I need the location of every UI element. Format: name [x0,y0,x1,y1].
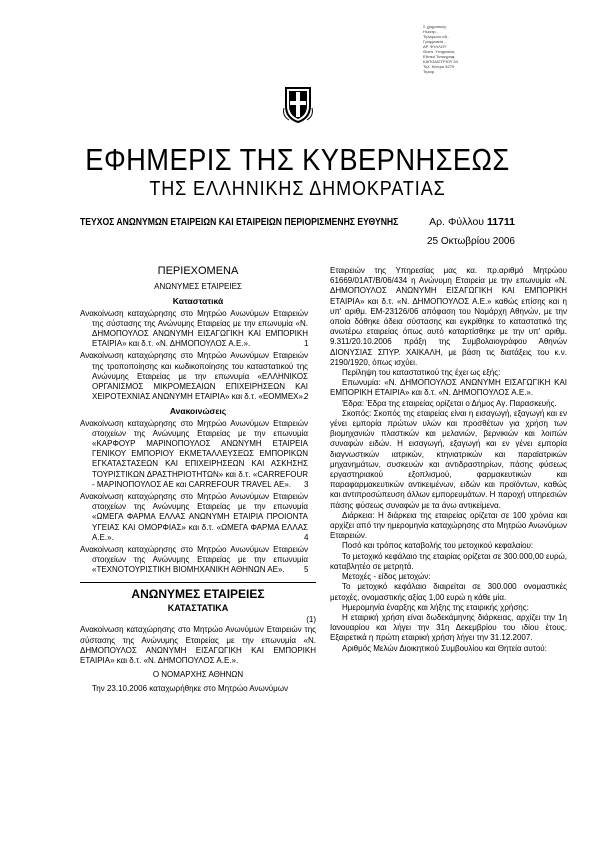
body-paragraph: Ποσό και τρόπος καταβολής του μετοχικού κεφαλαίου: [342,541,534,551]
publisher-line: ΚΑΠΟΔΙΣΤΡΙΟΥ 34 [423,59,458,64]
publisher-line: Ηλεκτρ.. [423,29,438,34]
entry-number: (1) [306,615,316,625]
toc-group-statutes: Καταστατικά [172,296,224,307]
subsection-heading: ΚΑΤΑΣΤΑΤΙΚΑ [167,602,229,613]
toc-item[interactable]: Ανακοίνωση καταχώρησης στο Μητρώο Ανωνύμων Εταιρειών της τροποποίησης και κωδικοποίησης του καταστατικού της Ανώνυμης Εταιρείας με την επωνυμία «ΕΛΛΗΝΙΚΟΣ ΟΡΓΑΝΙΣΜΟΣ ΜΙΚΡΟΜΕΣΑΙΩΝ ΕΠΙΧΕΙΡΗΣΕΩΝ ΚΑΙ ΧΕΙΡΟΤΕΧΝΙΑΣ ΑΝΩΝΥΜΗ ΕΤΑΙΡΙΑ» και δ.τ. «ΕΟΜΜΕΧ». 2 [80,351,309,402]
section-divider [80,582,316,583]
right-column [330,266,567,654]
toc-item[interactable]: Ανακοίνωση καταχώρησης στο Μητρώο Ανωνύμων Εταιρειών στοιχείων της Ανώνυμης Εταιρείας με την επωνυμία «ΚΑΡΦΟΥΡ ΜΑΡΙΝΟΠΟΥΛΟΣ ΑΝΩΝΥΜΗ ΕΤΑΙΡΕΙΑ ΓΕΝΙΚΟΥ ΕΜΠΟΡΙΟΥ ΕΚΜΕΤΑΛΛΕΥΣΕΩΣ ΕΜΠΟΡΙΚΩΝ ΕΓΚΑΤΑΣΤΑΣΕΩΝ ΚΑΙ ΕΠΙΧΕΙΡΗΣΕΩΝ ΚΑΙ ΑΣΚΗΣΗΣ ΤΟΥΡΙΣΤΙΚΩΝ ΔΡΑΣΤΗΡΙΟΤΗΤΩΝ» και δ.τ. «CARREFOUR - ΜΑΡΙΝΟΠΟΥΛΟΣ ΑΕ και CARREFOUR TRAVEL ΑΕ». 3 [80,418,309,489]
toc-group-announcements: Ανακοινώσεις [169,406,227,417]
left-column [80,266,316,695]
publisher-line: Εθνικό Τυπογραφ. [423,54,456,59]
body-paragraph: Επωνυμία: «Ν. ΔΗΜΟΠΟΥΛΟΣ ΑΝΩΝΥΜΗ ΕΙΣΑΓΩΓΙΚΗ ΚΑΙ ΕΜΠΟΡΙΚΗ ΕΤΑΙΡΙΑ» και δ.τ. «Ν. ΔΗΜΟΠΟΥΛΟΣ Α.Ε.». [330,378,567,398]
toc-heading: ΠΕΡΙΕΧΟΜΕΝΑ [157,265,239,277]
publisher-line: Σ χρηματικής [423,24,447,29]
toc-section: ΑΝΩΝΥΜΕΣ ΕΤΑΙΡΕΙΕΣ [154,282,242,292]
toc-item-text: Ανακοίνωση καταχώρησης στο Μητρώο Ανωνύμων Εταιρειών στοιχείων της Ανώνυμης Εταιρείας με την επωνυμία «ΚΑΡΦΟΥΡ ΜΑΡΙΝΟΠΟΥΛΟΣ ΑΝΩΝΥΜΗ ΕΤΑΙΡΕΙΑ ΓΕΝΙΚΟΥ ΕΜΠΟΡΙΟΥ ΕΚΜΕΤΑΛΛΕΥΣΕΩΣ ΕΜΠΟΡΙΚΩΝ ΕΓΚΑΤΑΣΤΑΣΕΩΝ ΚΑΙ ΕΠΙΧΕΙΡΗΣΕΩΝ ΚΑΙ ΑΣΚΗΣΗΣ ΤΟΥΡΙΣΤΙΚΩΝ ΔΡΑΣΤΗΡΙΟΤΗΤΩΝ» και δ.τ. «CARREFOUR - ΜΑΡΙΝΟΠΟΥΛΟΣ ΑΕ και CARREFOUR TRAVEL ΑΕ». [80,418,308,489]
issue-series: ΤΕΥΧΟΣ ΑΝΩΝΥΜΩΝ ΕΤΑΙΡΕΙΩΝ ΚΑΙ ΕΤΑΙΡΕΙΩΝ ΠΕΡΙΟΡΙΣΜΕΝΗΣ ΕΥΘΥΝΗΣ [80,216,399,228]
toc-item-text: Ανακοίνωση καταχώρησης στο Μητρώο Ανωνύμων Εταιρειών της σύστασης της Ανώνυμης Εταιρείας με την επωνυμία «Ν. ΔΗΜΟΠΟΥΛΟΣ ΑΝΩΝΥΜΗ ΕΙΣΑΓΩΓΙΚΗ ΚΑΙ ΕΜΠΟΡΙΚΗ ΕΤΑΙΡΙΑ» και δ.τ. «Ν. ΔΗΜΟΠΟΥΛΟΣ Α.Ε.». [80,308,308,349]
body-paragraph: Μετοχές - είδος μετοχών: [342,572,431,582]
toc-item[interactable]: Ανακοίνωση καταχώρησης στο Μητρώο Ανωνύμων Εταιρειών στοιχείων της Ανώνυμης Εταιρείας με την επωνυμία «ΤΕΧΝΟΤΟΥΡΙΣΤΙΚΗ ΒΙΟΜΗΧΑΝΙΚΗ ΑΘΗΝΩΝ ΑΕ». 5 [80,545,309,575]
body-paragraph: Έδρα: Έδρα της εταιρείας ορίζεται ο Δήμος Αγ. Παρασκευής. [342,398,557,408]
sheet-number: 11711 [486,216,515,228]
publisher-line: Τηλεφ. [423,69,435,74]
publisher-line: Τηλέφωνο ειδ.. [423,34,450,39]
gazette-subtitle: ΤΗΣ ΕΛΛΗΝΙΚΗΣ ΔΗΜΟΚΡΑΤΙΑΣ [149,178,446,200]
prefect-signature: Ο ΝΟΜΑΡΧΗΣ ΑΘΗΝΩΝ [152,670,244,680]
toc-item-text: Ανακοίνωση καταχώρησης στο Μητρώο Ανωνύμων Εταιρειών της τροποποίησης και κωδικοποίησης του καταστατικού της Ανώνυμης Εταιρείας με την επωνυμία «ΕΛΛΗΝΙΚΟΣ ΟΡΓΑΝΙΣΜΟΣ ΜΙΚΡΟΜΕΣΑΙΩΝ ΕΠΙΧΕΙΡΗΣΕΩΝ ΚΑΙ ΧΕΙΡΟΤΕΧΝΙΑΣ ΑΝΩΝΥΜΗ ΕΤΑΙΡΙΑ» και δ.τ. «ΕΟΜΜΕΧ». [80,351,308,402]
publisher-info [423,24,493,74]
toc-item-text: Ανακοίνωση καταχώρησης στο Μητρώο Ανωνύμων Εταιρειών στοιχείων της Ανώνυμης Εταιρείας με την επωνυμία «ΤΕΧΝΟΤΟΥΡΙΣΤΙΚΗ ΒΙΟΜΗΧΑΝΙΚΗ ΑΘΗΝΩΝ ΑΕ». [80,545,308,575]
publisher-line: ΑΡ. ΦΥΛΛΟΥ [423,44,447,49]
body-paragraph: Η εταιρική χρήση είναι δωδεκάμηνης διάρκειας, αρχίζει την 1η Ιανουαρίου και λήγει την 31η Δεκεμβρίου του ιδίου έτους. Εξαιρετικά η πρώτη εταιρική χρήση λήγει την 31.12.2007. [330,612,567,643]
body-paragraph: Αριθμός Μελών Διοικητικού Συμβουλίου και Θητεία αυτού: [342,643,547,653]
body-paragraph: Διάρκεια: Η διάρκεια της εταιρείας ορίζεται σε 100 χρόνια και αρχίζει από την ημερομηνία καταχώρησης στο Μητρώο Ανωνύμων Εταιρειών. [330,510,567,541]
section-heading: ΑΝΩΝΥΜΕΣ ΕΤΑΙΡΕΙΕΣ [131,586,265,601]
sheet-number-block [429,216,515,228]
publisher-line: Τηλ. Κέντρο 5279 [423,64,455,69]
sheet-label: Αρ. Φύλλου [429,216,485,228]
body-paragraph: Εταιρειών της Υπηρεσίας μας κα. πρ.αριθμό Μητρώου 61669/01ΑΤ/Β/06/434 η Ανώνυμη Εταιρεία με την επωνυμία «Ν. ΔΗΜΟΠΟΥΛΟΣ ΑΝΩΝΥΜΗ ΕΙΣΑΓΩΓΙΚΗ ΚΑΙ ΕΜΠΟΡΙΚΗ ΕΤΑΙΡΙΑ» και δ.τ. «Ν. ΔΗΜΟΠΟΥΛΟΣ Α.Ε.» καθώς επίσης και η υπ' αριθμ. ΕΜ-23126/06 απόφαση του Νομάρχη Αθηνών, με την οποία δόθηκε άδεια σύστασης και εγκρίθηκε το καταστατικό της ανωτέρω εταιρείας όπως αυτό καταρτίσθηκε με την υπ' αριθμ. 9.311/20.10.2006 πράξη της Συμβολαιογράφου Αθηνών ΔΙΟΝΥΣΙΑΣ ΣΠΥΡ. ΧΑΙΚΑΛΗ, με βάση τις διατάξεις του κ.ν. 2190/1920, όπως ισχύει. [330,266,567,367]
issue-date: 25 Οκτωβρίου 2006 [426,236,515,247]
body-paragraph: Ημερομηνία έναρξης και λήξης της εταιρικής χρήσης: [342,602,529,612]
body-paragraph: Περίληψη του καταστατικού της έχει ως εξής: [342,368,501,378]
toc-item[interactable]: Ανακοίνωση καταχώρησης στο Μητρώο Ανωνύμων Εταιρειών της σύστασης της Ανώνυμης Εταιρείας με την επωνυμία «Ν. ΔΗΜΟΠΟΥΛΟΣ ΑΝΩΝΥΜΗ ΕΙΣΑΓΩΓΙΚΗ ΚΑΙ ΕΜΠΟΡΙΚΗ ΕΤΑΙΡΙΑ» και δ.τ. «Ν. ΔΗΜΟΠΟΥΛΟΣ Α.Ε.». 1 [80,308,309,349]
greek-coat-of-arms-icon [283,86,313,124]
body-paragraph: Το μετοχικό κεφάλαιο της εταιρίας ορίζεται σε 300.000,00 ευρώ, καταβλητέο σε μετρητά. [330,551,567,571]
publisher-line: Θεσπ. Υπηρεσίας [423,49,455,54]
body-paragraph: Την 23.10.2006 καταχωρήθηκε στο Μητρώο Ανωνύμων [92,684,288,694]
body-paragraph: Το μετοχικό κεφάλαιο διαιρείται σε 300.000 ονομαστικές μετοχές, ονομαστικής αξίας 1,00 ευρώ η κάθε μία. [330,582,567,602]
body-paragraph: Σκοπός: Σκοπός της εταιρείας είναι η εισαγωγή, εξαγωγή και εν γένει εμπορία πρώτων υλών και προσθέτων για χρήση των βιομηχανιών πλαστικών και μελανιών, βερνικιών και λοιπών συναφών ειδών. Η εισαγωγή, εξαγωγή και εν γένει εμπορία διαγνωστικών ιατρικών, κτηνιατρικών και παραϊατρικών μηχανημάτων, συσκευών και αντιδραστηρίων, πάσης φύσεως εργαστηριακού εξοπλισμού, φαρμακευτικών και παραφαρμακευτικών αντικειμένων, ειδών και προϊόντων, καθώς και αντιπροσώπευση άλλων εμπορευμάτων. Η παροχή υπηρεσιών πάσης φύσεως συναφών με τα άνω αντικείμενα. [330,408,567,510]
publisher-line: Γραμματεία .. [423,39,447,44]
gazette-title: ΕΦΗΜΕΡΙΣ ΤΗΣ ΚΥΒΕΡΝΗΣΕΩΣ [85,142,510,177]
toc-item[interactable]: Ανακοίνωση καταχώρησης στο Μητρώο Ανωνύμων Εταιρειών στοιχείων της Ανώνυμης Εταιρείας με την επωνυμία «ΩΜΕΓΑ ΦΑΡΜΑ ΕΛΛΑΣ ΑΝΩΝΥΜΗ ΕΤΑΙΡΙΑ ΠΡΟΙΟΝΤΑ ΥΓΕΙΑΣ ΚΑΙ ΟΜΟΡΦΙΑΣ» και δ.τ. «ΩΜΕΓΑ ΦΑΡΜΑ ΕΛΛΑΣ Α.Ε.». 4 [80,492,309,542]
announcement-text: Ανακοίνωση καταχώρησης στο Μητρώο Ανωνύμων Εταιρειών της σύστασης της Ανώνυμης Εταιρείας με την επωνυμία «Ν. ΔΗΜΟΠΟΥΛΟΣ ΑΝΩΝΥΜΗ ΕΙΣΑΓΩΓΙΚΗ ΚΑΙ ΕΜΠΟΡΙΚΗ ΕΤΑΙΡΙΑ» και δ.τ. «Ν. ΔΗΜΟΠΟΥΛΟΣ Α.Ε.». [80,625,316,665]
toc-item-text: Ανακοίνωση καταχώρησης στο Μητρώο Ανωνύμων Εταιρειών στοιχείων της Ανώνυμης Εταιρείας με την επωνυμία «ΩΜΕΓΑ ΦΑΡΜΑ ΕΛΛΑΣ ΑΝΩΝΥΜΗ ΕΤΑΙΡΙΑ ΠΡΟΙΟΝΤΑ ΥΓΕΙΑΣ ΚΑΙ ΟΜΟΡΦΙΑΣ» και δ.τ. «ΩΜΕΓΑ ΦΑΡΜΑ ΕΛΛΑΣ Α.Ε.». [80,492,308,542]
